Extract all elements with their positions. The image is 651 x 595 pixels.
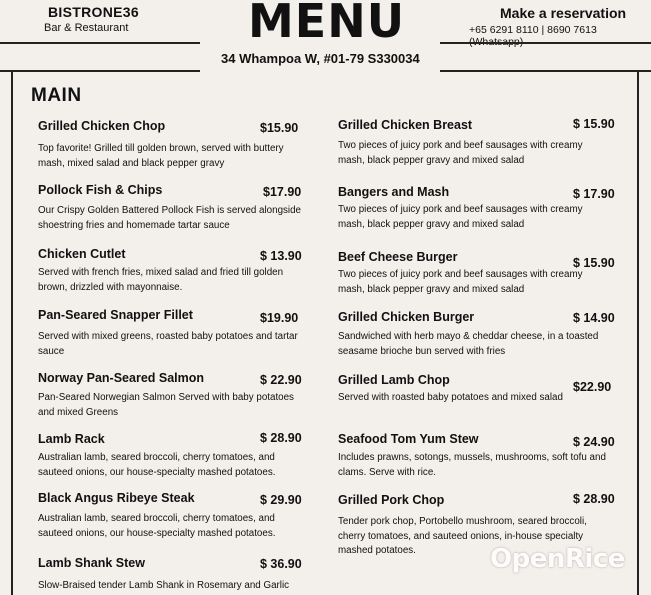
item-description: Sandwiched with herb mayo & cheddar cheese, in a toasted seasame brioche bun served with fries (338, 331, 599, 357)
item-description: Served with french fries, mixed salad and fried till golden brown, drizzled with mayonnaise. (38, 267, 284, 293)
item-price: $ 36.90 (260, 557, 302, 571)
item-name: Grilled Chicken Breast (338, 118, 473, 132)
frame-right-border (637, 70, 639, 595)
item-price: $17.90 (263, 185, 302, 199)
item-price: $ 15.90 (573, 256, 615, 270)
item-price: $ 28.90 (573, 492, 615, 506)
item-price: $15.90 (260, 121, 299, 135)
item-name: Pollock Fish & Chips (38, 183, 163, 197)
item-description: Top favorite! Grilled till golden brown, served with buttery mash, mixed salad and black pepper gravy (38, 143, 284, 169)
item-name: Grilled Lamb Chop (338, 373, 450, 387)
item-name: Black Angus Ribeye Steak (38, 491, 195, 505)
item-description: Our Crispy Golden Battered Pollock Fish is served alongside shoestring fries and homemade tartar sauce (38, 205, 302, 231)
item-price: $ 29.90 (260, 493, 302, 507)
item-description: Australian lamb, seared broccoli, cherry tomatoes, and sauteed onions, our house-specialty mashed potatoes. (38, 513, 276, 539)
reservation-title: Make a reservation (500, 5, 627, 21)
item-description: Includes prawns, sotongs, mussels, mushrooms, soft tofu and clams. Serve with rice. (338, 452, 606, 478)
item-name: Chicken Cutlet (38, 247, 126, 261)
item-name: Grilled Pork Chop (338, 493, 445, 507)
item-description: Two pieces of juicy pork and beef sausages with creamy mash, black pepper gravy and mixed salad (338, 269, 583, 295)
item-price: $ 17.90 (573, 187, 615, 201)
brand-name: BISTRONE36 (48, 4, 139, 20)
item-description: Two pieces of juicy pork and beef sausages with creamy mash, black pepper gravy and mixed salad (338, 140, 583, 166)
item-name: Bangers and Mash (338, 185, 450, 199)
reservation-phones: +65 6291 8110 | 8690 7613 (469, 24, 597, 36)
item-price: $ 13.90 (260, 249, 302, 263)
address: 34 Whampoa W, #01-79 S330034 (221, 51, 420, 66)
item-price: $ 14.90 (573, 311, 615, 325)
item-name: Seafood Tom Yum Stew (338, 432, 479, 446)
openrice-watermark: OpenRice (490, 544, 625, 574)
item-price: $ 24.90 (573, 435, 615, 449)
item-name: Grilled Chicken Burger (338, 310, 475, 324)
item-name: Grilled Chicken Chop (38, 119, 166, 133)
address-divider-left (0, 70, 200, 72)
item-description: Slow-Braised tender Lamb Shank in Rosemary and Garlic (38, 580, 290, 591)
item-price: $ 28.90 (260, 431, 302, 445)
item-description: Served with roasted baby potatoes and mixed salad (338, 392, 563, 403)
item-description: Tender pork chop, Portobello mushroom, seared broccoli, cherry tomatoes, and sauteed onions, in-house specialty mashed potatoes. (338, 516, 587, 556)
menu-title: MENU (248, 0, 406, 48)
address-divider-right (440, 70, 651, 72)
item-name: Lamb Rack (38, 432, 105, 446)
item-name: Beef Cheese Burger (338, 250, 458, 264)
item-description: Two pieces of juicy pork and beef sausages with creamy mash, black pepper gravy and mixed salad (338, 204, 583, 230)
item-description: Pan-Seared Norwegian Salmon Served with baby potatoes and mixed Greens (38, 392, 294, 418)
item-name: Norway Pan-Seared Salmon (38, 371, 205, 385)
item-name: Lamb Shank Stew (38, 556, 145, 570)
section-title: MAIN (31, 85, 82, 106)
header-divider-left (0, 42, 200, 44)
header-divider-right (440, 42, 651, 44)
brand-subtitle: Bar & Restaurant (44, 22, 129, 34)
item-name: Pan-Seared Snapper Fillet (38, 308, 193, 322)
frame-left-border (11, 70, 13, 595)
item-description: Australian lamb, seared broccoli, cherry tomatoes, and sauteed onions, our house-specialty mashed potatoes. (38, 452, 276, 478)
item-price: $ 15.90 (573, 117, 615, 131)
item-description: Served with mixed greens, roasted baby potatoes and tartar sauce (38, 331, 298, 357)
item-price: $ 22.90 (260, 373, 302, 387)
item-price: $19.90 (260, 311, 299, 325)
item-price: $22.90 (573, 380, 612, 394)
